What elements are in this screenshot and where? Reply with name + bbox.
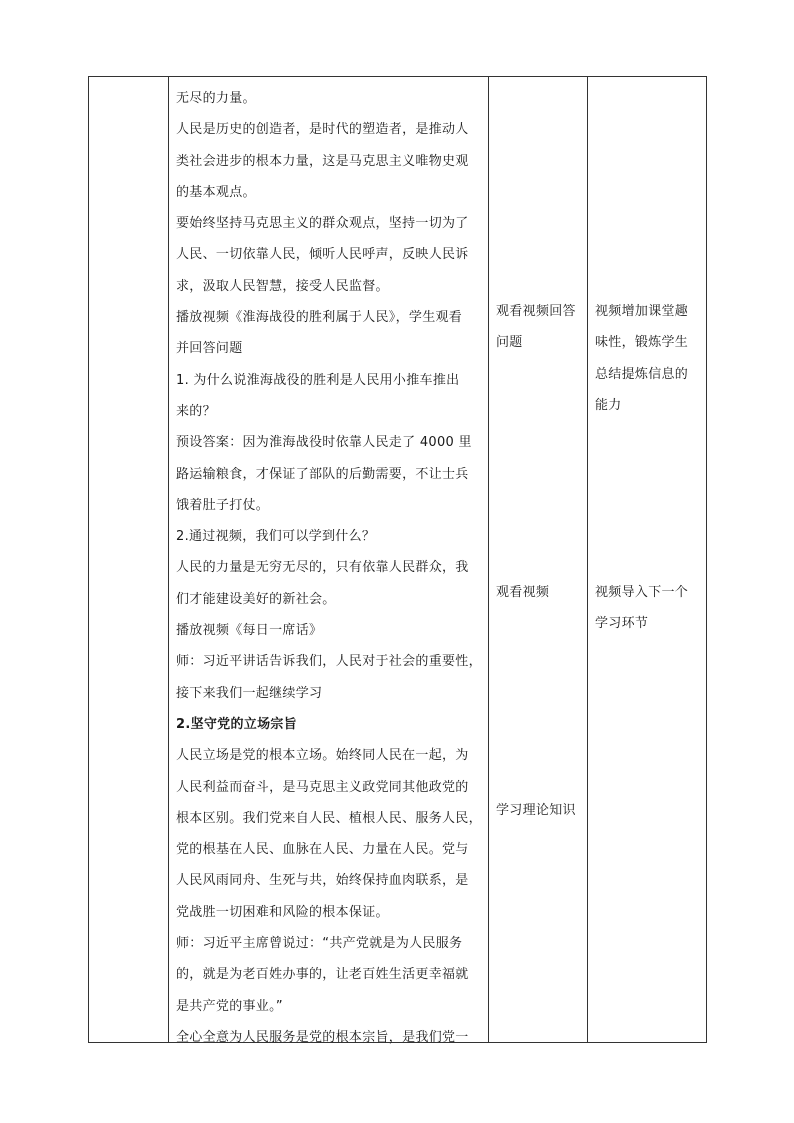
activity-line: 观看视频: [496, 585, 550, 600]
content-line: 2.通过视频，我们可以学到什么？: [176, 529, 376, 545]
content-line: 党的根基在人民、血脉在人民、力量在人民。党与: [176, 842, 469, 858]
intent-line: 味性，锻炼学生: [595, 335, 689, 351]
content-line: 师：习近平主席曾说过：“共产党就是为人民服务: [176, 936, 463, 952]
content-line: 路运输粮食，才保证了部队的后勤需要，不让士兵: [176, 466, 469, 482]
content-line: 人民的力量是无穷无尽的，只有依靠人民群众，我: [176, 560, 469, 576]
content-line: 们才能建设美好的新社会。: [176, 591, 336, 607]
intent-line: 学习环节: [595, 616, 649, 632]
activity-learn-theory: [496, 795, 576, 826]
content-line: 要始终坚持马克思主义的群众观点，坚持一切为了: [176, 216, 469, 232]
design-intent-cell: [595, 77, 707, 1042]
content-line: 人民立场是党的根本立场。始终同人民在一起，为: [176, 748, 469, 764]
intent-line: 视频导入下一个: [595, 585, 689, 600]
lesson-table: [88, 76, 707, 1043]
content-line: 党战胜一切困难和风险的根本保证。: [176, 904, 389, 920]
section-heading: 2.坚守党的立场宗旨: [176, 716, 297, 732]
activity-watch-video: [496, 577, 549, 608]
content-line: 类社会进步的根本力量，这是马克思主义唯物史观: [176, 153, 469, 169]
content-line: 人民、一切依靠人民，倾听人民呼声，反映人民诉: [176, 247, 469, 263]
content-line: 全心全意为人民服务是党的根本宗旨，是我们党一: [176, 1029, 469, 1045]
content-line: 饿着肚子打仗。: [176, 497, 270, 513]
column-divider: [587, 77, 588, 1042]
content-line: 人民利益而奋斗，是马克思主义政党同其他政党的: [176, 779, 469, 795]
content-line: 预设答案：因为淮海战役时依靠人民走了 4000 里: [176, 435, 472, 451]
content-line: 无尽的力量。: [176, 91, 256, 106]
intent-line: 总结提炼信息的: [595, 366, 689, 382]
activity-line: 学习理论知识: [496, 803, 576, 818]
intent-line: 视频增加课堂趣: [595, 304, 689, 319]
intent-video-interest: [595, 296, 688, 421]
content-line: 师：习近平讲话告诉我们，人民对于社会的重要性，: [176, 654, 482, 670]
teaching-content-cell: [171, 77, 491, 1053]
content-line: 播放视频《每日一席话》: [176, 623, 323, 639]
activity-line: 观看视频回答: [496, 304, 576, 319]
activity-line: 问题: [496, 335, 523, 351]
content-line: 求，汲取人民智慧，接受人民监督。: [176, 278, 389, 294]
content-line: 并回答问题: [176, 341, 243, 357]
content-line: 是共产党的事业。”: [176, 998, 283, 1014]
column-divider: [168, 77, 169, 1042]
content-line: 的，就是为老百姓办事的，让老百姓生活更幸福就: [176, 967, 469, 983]
intent-video-intro: [595, 577, 688, 640]
content-line: 的基本观点。: [176, 184, 256, 200]
student-activity-cell: [496, 77, 586, 1042]
activity-watch-answer: [496, 296, 576, 359]
content-line: 根本区别。我们党来自人民、植根人民、服务人民，: [176, 810, 482, 826]
content-line: 人民是历史的创造者，是时代的塑造者，是推动人: [176, 122, 469, 138]
content-line: 接下来我们一起继续学习: [176, 685, 323, 701]
content-line: 人民风雨同舟、生死与共，始终保持血肉联系，是: [176, 873, 469, 889]
content-line: 1. 为什么说淮海战役的胜利是人民用小推车推出: [176, 372, 460, 388]
content-line: 播放视频《淮海战役的胜利属于人民》，学生观看: [176, 310, 463, 326]
content-line: 来的？: [176, 403, 216, 419]
intent-line: 能力: [595, 397, 622, 413]
